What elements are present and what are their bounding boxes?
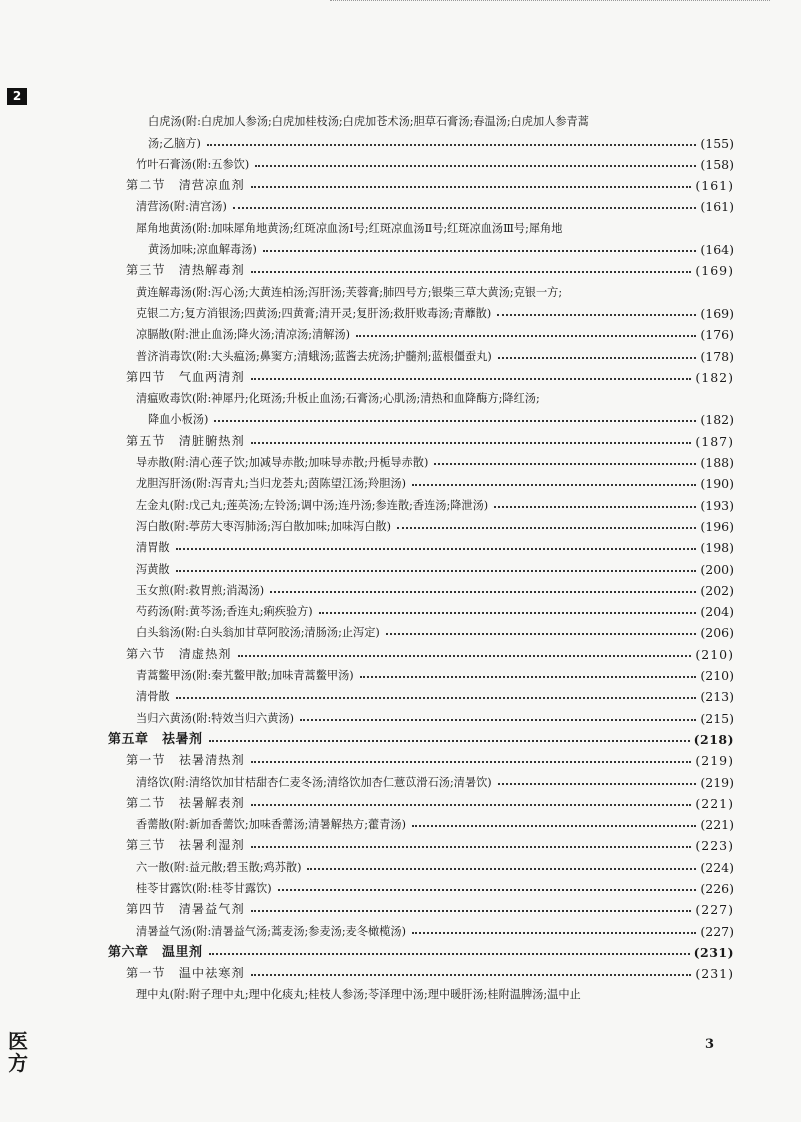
toc-entry [108, 513, 734, 534]
toc-section-entry [108, 790, 734, 811]
dot-leader [176, 547, 697, 550]
toc-entry [108, 555, 734, 576]
dot-leader [356, 334, 696, 337]
margin-stamp: 医方 [8, 1029, 28, 1075]
toc-entry-title: 犀角地黄汤(附:加味犀角地黄汤;红斑凉血汤Ⅰ号;红斑凉血汤Ⅱ号;红斑凉血汤Ⅲ号;犀角地 [136, 221, 563, 235]
toc-entry-page: (227) [695, 902, 734, 918]
dot-leader [251, 973, 692, 976]
toc-entry-title: 六一散(附:益元散;碧玉散;鸡苏散) [136, 860, 302, 874]
toc-entry-page: (202) [700, 582, 734, 598]
toc-entry-title: 第五节 清脏腑热剂 [126, 433, 245, 448]
dot-leader [251, 185, 692, 188]
toc-entry-title: 黄汤加味;凉血解毒汤) [148, 243, 257, 257]
dot-leader [251, 441, 692, 444]
toc-entry [108, 768, 734, 789]
toc-entry-title: 桂苓甘露饮(附:桂苓甘露饮) [136, 881, 272, 895]
toc-entry-title: 清胃散 [136, 541, 170, 555]
dot-leader [498, 782, 697, 785]
toc-entry-title: 导赤散(附:清心莲子饮;加减导赤散;加味导赤散;丹栀导赤散) [136, 456, 429, 470]
toc-entry-page: (187) [695, 433, 734, 449]
toc-section-entry [108, 896, 734, 917]
toc-entry-page: (200) [700, 561, 734, 577]
dot-leader [251, 803, 692, 806]
dot-leader [412, 483, 696, 486]
toc-entry-title: 第一节 温中祛寒剂 [126, 966, 245, 981]
toc-entry-page: (169) [700, 305, 734, 321]
toc-entry-page: (215) [700, 710, 734, 726]
toc-entry-page: (182) [695, 369, 734, 385]
toc-entry-page: (224) [700, 859, 734, 875]
toc-entry-title: 香薷散(附:新加香薷饮;加味香薷汤;清暑解热方;藿青汤) [136, 818, 406, 832]
toc-entry-page: (204) [700, 604, 734, 620]
toc-entry-title: 第四节 清暑益气剂 [126, 902, 245, 917]
toc-entry [108, 342, 734, 363]
toc-entry-title: 普济消毒饮(附:大头瘟汤;鼻窦方;清蛾汤;蓝酱去疣汤;护髓剂;蓝根僵蚕丸) [136, 349, 492, 363]
dot-leader [209, 739, 690, 742]
toc-entry-title: 泻黄散 [136, 562, 170, 576]
dot-leader [176, 569, 697, 572]
toc-entry [108, 300, 734, 321]
toc-entry-page: (206) [700, 625, 734, 641]
toc-entry-title: 第三节 祛暑利湿剂 [126, 838, 245, 853]
dot-leader [494, 505, 696, 508]
dot-leader [278, 888, 697, 891]
toc-entry [108, 470, 734, 491]
toc-entry-title: 第二节 祛暑解表剂 [126, 795, 245, 810]
dot-leader [176, 696, 697, 699]
dot-leader [319, 611, 697, 614]
dot-leader [412, 931, 696, 934]
toc-section-entry [108, 747, 734, 768]
toc-entry-page: (188) [700, 455, 734, 471]
toc-entry-title: 白头翁汤(附:白头翁加甘草阿胶汤;清肠汤;止泻定) [136, 626, 380, 640]
dot-leader [214, 419, 696, 422]
table-of-contents [108, 108, 734, 1002]
toc-entry-title: 清络饮(附:清络饮加甘桔甜杏仁麦冬汤;清络饮加杏仁薏苡滑石汤;清暑饮) [136, 775, 492, 789]
toc-section-entry [108, 640, 734, 661]
toc-entry-page: (219) [695, 753, 734, 769]
toc-entry [108, 811, 734, 832]
toc-entry-title: 第五章 祛暑剂 [108, 731, 203, 747]
toc-entry-page: (213) [700, 689, 734, 705]
dot-leader [233, 206, 697, 209]
dot-leader [251, 760, 692, 763]
toc-entry-title: 第六章 温里剂 [108, 944, 203, 960]
toc-entry-title: 竹叶石膏汤(附:五参饮) [136, 157, 250, 171]
toc-entry-page: (193) [700, 497, 734, 513]
toc-entry-title: 理中丸(附:附子理中丸;理中化痰丸;桂枝人参汤;苓泽理中汤;理中暖肝汤;桂附温脾汤;温中止 [136, 988, 581, 1002]
toc-entry-page: (176) [700, 327, 734, 343]
page-number: 3 [705, 1037, 715, 1052]
toc-entry [108, 321, 734, 342]
toc-entry-page: (221) [695, 795, 734, 811]
toc-entry-title: 泻白散(附:葶苈大枣泻肺汤;泻白散加味;加味泻白散) [136, 519, 391, 533]
toc-entry-page: (221) [700, 817, 734, 833]
toc-entry [108, 662, 734, 683]
toc-entry [108, 151, 734, 172]
dot-leader [360, 675, 697, 678]
toc-entry [108, 683, 734, 704]
toc-entry-title: 左金丸(附:戊己丸;莲英汤;左铃汤;调中汤;连丹汤;参连散;香连汤;降泄汤) [136, 498, 489, 512]
toc-entry [108, 236, 734, 257]
toc-chapter-entry [108, 726, 734, 747]
toc-entry-page: (223) [695, 838, 734, 854]
toc-entry-page: (161) [700, 199, 734, 215]
toc-entry-title: 黄连解毒汤(附:泻心汤;大黄连柏汤;泻肝汤;芙蓉膏;肺四号方;银柴三草大黄汤;克银一方; [136, 285, 563, 299]
toc-entry-title: 青蒿鳖甲汤(附:秦艽鳖甲散;加味青蒿鳖甲汤) [136, 669, 354, 683]
toc-entry-page: (210) [700, 668, 734, 684]
dot-leader [251, 377, 692, 380]
toc-entry [108, 214, 734, 235]
toc-entry-page: (182) [700, 412, 734, 428]
top-scan-line [330, 0, 770, 5]
dot-leader [498, 356, 697, 359]
toc-entry [108, 853, 734, 874]
toc-entry-page: (169) [695, 263, 734, 279]
toc-entry-title: 当归六黄汤(附:特效当归六黄汤) [136, 711, 294, 725]
toc-entry [108, 278, 734, 299]
dot-leader [307, 867, 696, 870]
toc-entry-title: 玉女煎(附:救胃煎;消渴汤) [136, 583, 265, 597]
toc-entry-page: (196) [700, 518, 734, 534]
toc-entry [108, 981, 734, 1002]
toc-entry-title: 龙胆泻肝汤(附:泻青丸;当归龙荟丸;茵陈望江汤;羚胆汤) [136, 477, 406, 491]
toc-entry-title: 清瘟败毒饮(附:神犀丹;化斑汤;升板止血汤;石膏汤;心肌汤;清热和血降酶方;降红汤; [136, 392, 540, 406]
dot-leader [397, 526, 696, 529]
toc-entry-title: 克银二方;复方消银汤;四黄汤;四黄膏;清开灵;复肝汤;救肝败毒汤;青蘼散) [136, 306, 492, 320]
toc-entry-title: 汤;乙脑方) [148, 136, 201, 150]
toc-entry [108, 577, 734, 598]
dot-leader [300, 718, 696, 721]
toc-entry-title: 第二节 清营凉血剂 [126, 178, 245, 193]
toc-section-entry [108, 364, 734, 385]
toc-entry [108, 406, 734, 427]
toc-entry-title: 清营汤(附:清宫汤) [136, 200, 227, 214]
toc-entry [108, 875, 734, 896]
toc-entry-title: 清暑益气汤(附:清暑益气汤;蒿麦汤;参麦汤;麦冬橄榄汤) [136, 924, 406, 938]
toc-section-entry [108, 960, 734, 981]
toc-entry-page: (219) [700, 774, 734, 790]
toc-entry-title: 凉膈散(附:泄止血汤;降火汤;清凉汤;清解汤) [136, 328, 350, 342]
toc-entry-title: 第四节 气血两清剂 [126, 369, 245, 384]
dot-leader [209, 952, 690, 955]
dot-leader [251, 270, 692, 273]
toc-entry-title: 第三节 清热解毒剂 [126, 263, 245, 278]
toc-entry [108, 449, 734, 470]
toc-entry-title: 清骨散 [136, 690, 170, 704]
toc-chapter-entry [108, 939, 734, 960]
toc-entry-page: (161) [695, 178, 734, 194]
dot-leader [251, 909, 692, 912]
dot-leader [434, 462, 696, 465]
page-badge: 2 [7, 88, 27, 105]
toc-entry-page: (227) [700, 923, 734, 939]
toc-entry-title: 降血小板汤) [148, 413, 209, 427]
toc-entry-page: (226) [700, 880, 734, 896]
toc-entry [108, 534, 734, 555]
toc-entry [108, 491, 734, 512]
dot-leader [207, 143, 696, 146]
dot-leader [251, 845, 692, 848]
toc-entry [108, 129, 734, 150]
toc-entry [108, 598, 734, 619]
dot-leader [270, 590, 696, 593]
toc-entry-page: (158) [700, 156, 734, 172]
dot-leader [255, 164, 696, 167]
toc-entry-page: (231) [693, 944, 734, 960]
toc-entry [108, 108, 734, 129]
toc-entry-page: (155) [700, 135, 734, 151]
toc-section-entry [108, 832, 734, 853]
dot-leader [497, 313, 696, 316]
toc-entry [108, 619, 734, 640]
toc-entry [108, 704, 734, 725]
toc-entry-page: (218) [693, 731, 734, 747]
toc-entry-page: (231) [695, 966, 734, 982]
toc-entry-title: 芍药汤(附:黄芩汤;香连丸;痢疾验方) [136, 605, 313, 619]
toc-entry [108, 917, 734, 938]
toc-entry-title: 第一节 祛暑清热剂 [126, 753, 245, 768]
toc-entry [108, 193, 734, 214]
toc-section-entry [108, 172, 734, 193]
toc-entry-page: (198) [700, 540, 734, 556]
dot-leader [386, 632, 697, 635]
toc-entry-page: (178) [700, 348, 734, 364]
toc-section-entry [108, 257, 734, 278]
toc-section-entry [108, 427, 734, 448]
toc-entry-page: (210) [695, 646, 734, 662]
toc-entry-title: 白虎汤(附:白虎加人参汤;白虎加桂枝汤;白虎加苍术汤;胆草石膏汤;春温汤;白虎加人参青蒿 [148, 115, 589, 129]
dot-leader [238, 654, 692, 657]
toc-entry [108, 385, 734, 406]
toc-entry-title: 第六节 清虚热剂 [126, 646, 232, 661]
toc-entry-page: (164) [700, 242, 734, 258]
dot-leader [263, 249, 697, 252]
dot-leader [412, 824, 696, 827]
toc-entry-page: (190) [700, 476, 734, 492]
